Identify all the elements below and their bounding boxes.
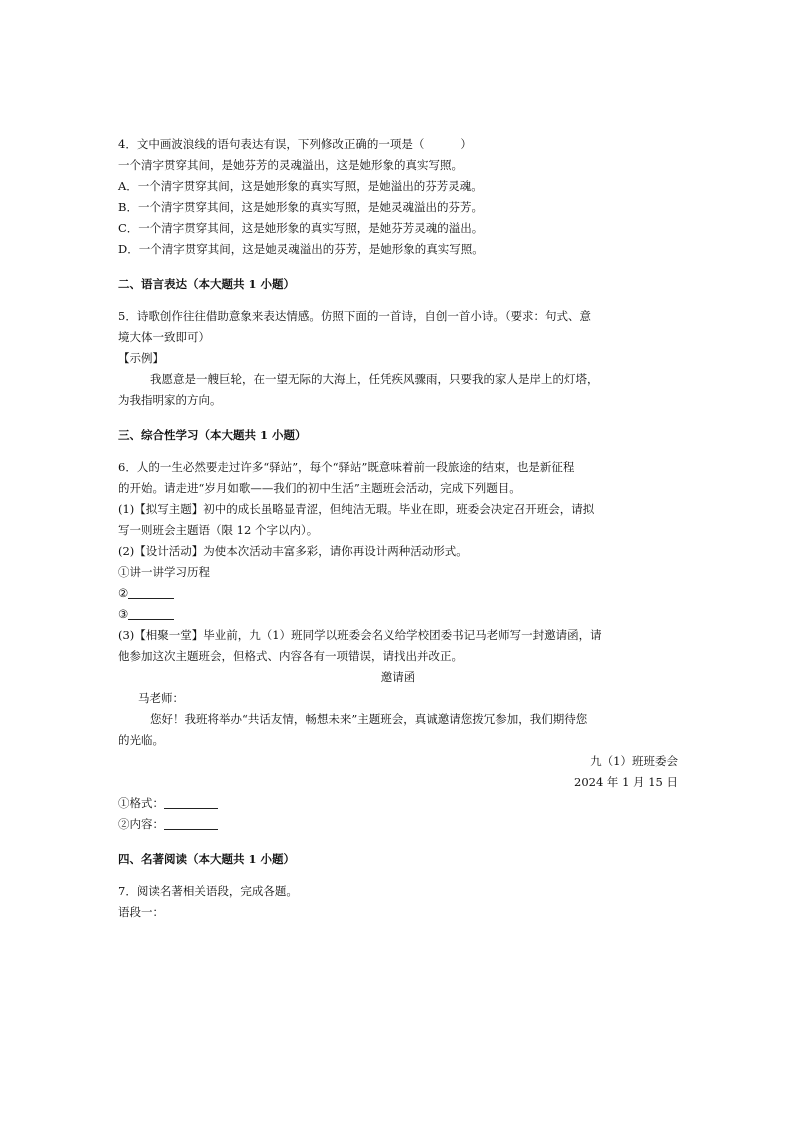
q4-option-a: A．一个清字贯穿其间，这是她形象的真实写照，是她溢出的芬芳灵魂。 xyxy=(118,179,483,193)
q6-part2-line-1: (2)【设计活动】为使本次活动丰富多彩，请你再设计两种活动形式。 xyxy=(118,544,468,558)
exam-page xyxy=(118,134,678,923)
activity-item-2 xyxy=(118,583,678,604)
section-3-heading: 三、综合性学习（本大题共 1 小题） xyxy=(118,428,307,442)
q4-original-sentence: 一个清字贯穿其间，是她芬芳的灵魂溢出，这是她形象的真实写照。 xyxy=(118,158,463,172)
answer-blank[interactable] xyxy=(128,585,174,599)
section-2-heading: 二、语言表达（本大题共 1 小题） xyxy=(118,277,296,291)
activity-item-3 xyxy=(118,604,678,625)
letter-title: 邀请函 xyxy=(380,670,416,684)
answer-blank[interactable] xyxy=(164,816,218,830)
q6-line-1: 6．人的一生必然要走过许多“驿站”，每个“驿站”既意味着前一段旅途的结束，也是新征程 xyxy=(118,460,575,474)
q5-line-2: 境大体一致即可） xyxy=(118,330,210,344)
answer-content-row xyxy=(118,814,678,835)
answer-blank[interactable] xyxy=(164,795,218,809)
q4-stem-close: ） xyxy=(460,137,472,151)
activity-item-3-marker: ③ xyxy=(118,607,129,621)
q6-line-2: 的开始。请走进“岁月如歌——我们的初中生活”主题班会活动，完成下列题目。 xyxy=(118,481,521,495)
activity-item-1: ①讲一讲学习历程 xyxy=(118,565,210,579)
answer-content-label: ②内容： xyxy=(118,817,164,831)
q6-part3-line-2: 他参加这次主题班会，但格式、内容各有一项错误，请找出并改正。 xyxy=(118,649,463,663)
q6-part1-line-1: (1)【拟写主题】初中的成长虽略显青涩，但纯洁无瑕。毕业在即，班委会决定召开班会，请拟 xyxy=(118,502,595,516)
section-4-heading: 四、名著阅读（本大题共 1 小题） xyxy=(118,852,296,866)
q7-stem: 7．阅读名著相关语段，完成各题。 xyxy=(118,884,298,898)
q6-part1-line-2: 写一则班会主题语（限 12 个字以内）。 xyxy=(118,523,319,537)
letter-body-line-2: 的光临。 xyxy=(118,733,164,747)
letter-salutation: 马老师： xyxy=(138,691,184,705)
letter-signature: 九（1）班班委会 xyxy=(590,754,678,768)
passage-label: 语段一： xyxy=(118,905,164,919)
q5-line-1: 5．诗歌创作往往借助意象来表达情感。仿照下面的一首诗，自创一首小诗。（要求：句式、意 xyxy=(118,309,592,323)
activity-item-2-marker: ② xyxy=(118,586,129,600)
q4-option-c: C．一个清字贯穿其间，这是她形象的真实写照，是她芬芳灵魂的溢出。 xyxy=(118,221,484,235)
q6-part3-line-1: (3)【相聚一堂】毕业前，九（1）班同学以班委会名义给学校团委书记马老师写一封邀请函，请 xyxy=(118,628,602,642)
answer-blank[interactable] xyxy=(128,606,174,620)
q4-option-b: B．一个清字贯穿其间，这是她形象的真实写照，是她灵魂溢出的芬芳。 xyxy=(118,200,483,214)
q4-stem xyxy=(118,134,678,155)
answer-format-label: ①格式： xyxy=(118,796,164,810)
example-label: 【示例】 xyxy=(118,351,164,365)
example-line-2: 为我指明家的方向。 xyxy=(118,393,222,407)
example-line-1: 我愿意是一艘巨轮，在一望无际的大海上，任凭疾风骤雨，只要我的家人是岸上的灯塔， xyxy=(150,372,599,386)
answer-format-row xyxy=(118,793,678,814)
letter-date: 2024 年 1 月 15 日 xyxy=(574,775,678,789)
letter-body-line-1: 您好！我班将举办“共话友情，畅想未来”主题班会，真诚邀请您拨冗参加，我们期待您 xyxy=(150,712,588,726)
q4-option-d: D．一个清字贯穿其间，这是她灵魂溢出的芬芳，是她形象的真实写照。 xyxy=(118,242,484,256)
q4-stem-text: 4．文中画波浪线的语句表达有误，下列修改正确的一项是（ xyxy=(118,137,425,151)
